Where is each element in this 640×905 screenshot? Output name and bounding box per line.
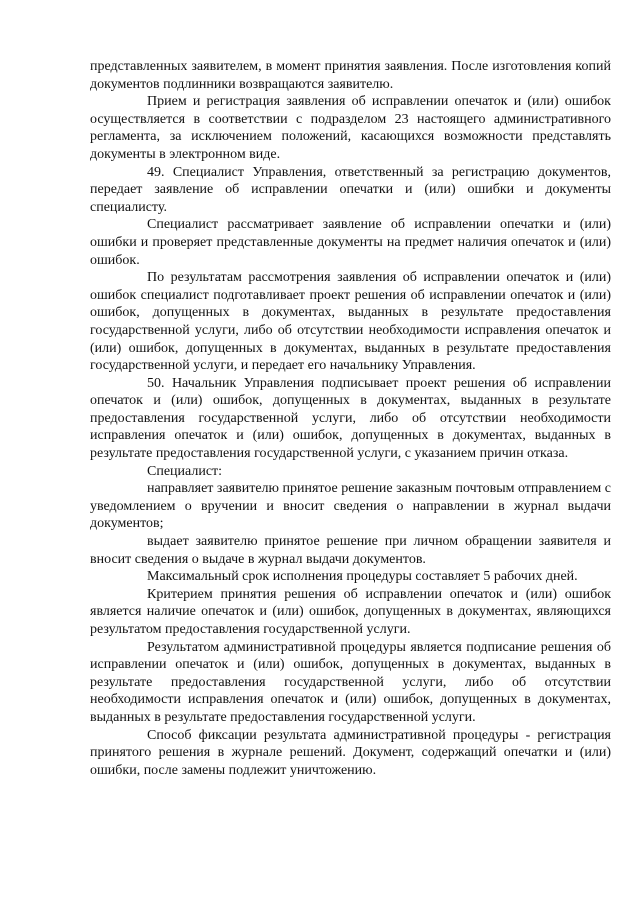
paragraph-fixation-method: Способ фиксации результата административной процедуры - регистрация принятого решения в журнале решений. Документ, содержащий опечатки и (или) ошибки, после замены подлежит уничтожению.: [90, 727, 611, 778]
paragraph-decision-criterion: Критерием принятия решения об исправлении опечаток и (или) ошибок является наличие опечаток и (или) ошибок, допущенных в документах, являющихся результатом предоставления государственной услуги.: [90, 586, 611, 637]
paragraph-continuation: представленных заявителем, в момент принятия заявления. После изготовления копий документов подлинники возвращаются заявителю.: [90, 59, 611, 92]
paragraph-item-49: 49. Специалист Управления, ответственный за регистрацию документов, передает заявление об исправлении опечатки и (или) ошибки и документы специалисту.: [90, 164, 611, 215]
document-page: [90, 58, 611, 779]
paragraph-review-results: По результатам рассмотрения заявления об исправлении опечаток и (или) ошибок специалист подготавливает проект решения об исправлении опечаток и (или) ошибок, допущенных в документах, выданных в результате предоставления государственной услуги, либо об отсутствии необходимости исправления опечаток и (или) ошибок, допущенных в документах, выданных в результате предоставления государственной услуги, и передает его начальнику Управления.: [90, 270, 611, 374]
paragraph-specialist-heading: Специалист:: [147, 463, 223, 479]
paragraph-max-term: Максимальный срок исполнения процедуры составляет 5 рабочих дней.: [147, 569, 578, 585]
paragraph-issues-decision: выдает заявителю принятое решение при личном обращении заявителя и вносит сведения о выдаче в журнал выдачи документов.: [90, 534, 611, 567]
paragraph-sends-decision: направляет заявителю принятое решение заказным почтовым отправлением с уведомлением о вручении и вносит сведения о направлении в журнал выдачи документов;: [90, 481, 611, 532]
paragraph-specialist-review: Специалист рассматривает заявление об исправлении опечатки и (или) ошибки и проверяет представленные документы на предмет наличия опечаток и (или) ошибок.: [90, 217, 611, 268]
paragraph-reception-registration: Прием и регистрация заявления об исправлении опечаток и (или) ошибок осуществляется в соответствии с подразделом 23 настоящего административного регламента, за исключением положений, касающихся возможности представлять документы в электронном виде.: [90, 94, 611, 162]
paragraph-procedure-result: Результатом административной процедуры является подписание решения об исправлении опечаток и (или) ошибок, допущенных в документах, выданных в результате предоставления государственной услуги, либо об отсутствии необходимости исправления опечаток и (или) ошибок, допущенных в документах, выданных в результате предоставления государственной услуги.: [90, 639, 611, 725]
paragraph-item-50: 50. Начальник Управления подписывает проект решения об исправлении опечаток и (или) ошибок, допущенных в документах, выданных в результате предоставления государственной услуги, либо об отсутствии необходимости исправления опечаток и (или) ошибок, допущенных в документах, выданных в результате предоставления государственной услуги, с указанием причин отказа.: [90, 375, 611, 462]
